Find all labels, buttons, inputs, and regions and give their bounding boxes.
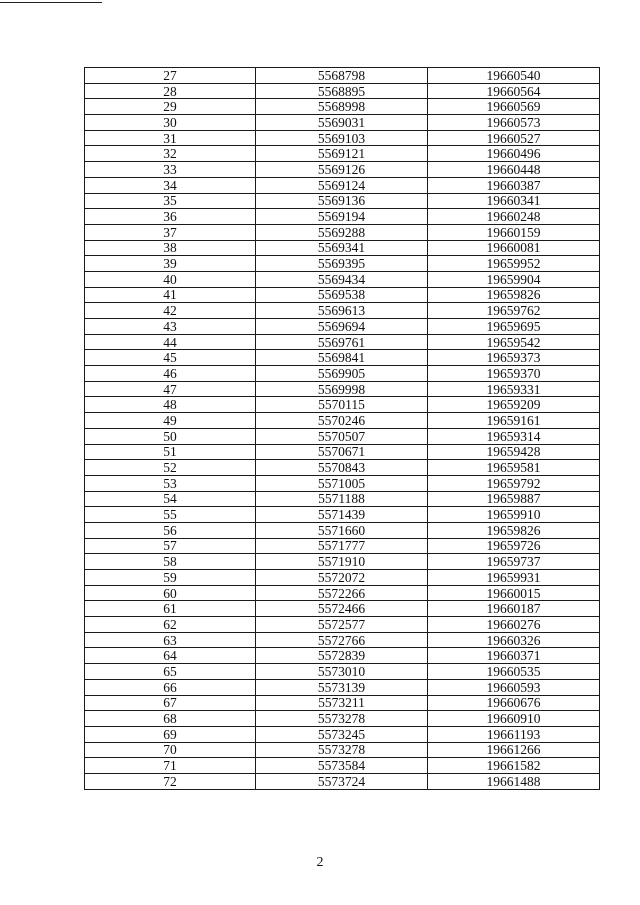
table-row [85, 83, 600, 99]
point-number-cell: 70 [85, 742, 256, 758]
table-row [85, 617, 600, 633]
point-number-cell: 64 [85, 648, 256, 664]
table-row [85, 428, 600, 444]
point-number-cell: 59 [85, 570, 256, 586]
y-coordinate-cell: 19659370 [428, 366, 600, 382]
y-coordinate-cell: 19659762 [428, 303, 600, 319]
point-number-cell: 50 [85, 428, 256, 444]
x-coordinate-cell: 5568895 [256, 83, 428, 99]
point-number-cell: 55 [85, 507, 256, 523]
x-coordinate-cell: 5573724 [256, 773, 428, 789]
table-row [85, 209, 600, 225]
x-coordinate-cell: 5571188 [256, 491, 428, 507]
point-number-cell: 34 [85, 177, 256, 193]
x-coordinate-cell: 5569395 [256, 256, 428, 272]
y-coordinate-cell: 19659542 [428, 334, 600, 350]
table-row [85, 350, 600, 366]
y-coordinate-cell: 19661266 [428, 742, 600, 758]
point-number-cell: 49 [85, 413, 256, 429]
x-coordinate-cell: 5569538 [256, 287, 428, 303]
header-rule [0, 2, 102, 3]
point-number-cell: 32 [85, 146, 256, 162]
table-row [85, 695, 600, 711]
table-row [85, 99, 600, 115]
coordinates-table-body [85, 68, 600, 790]
point-number-cell: 66 [85, 679, 256, 695]
table-row [85, 366, 600, 382]
x-coordinate-cell: 5572072 [256, 570, 428, 586]
page-number: 2 [316, 855, 324, 870]
y-coordinate-cell: 19659161 [428, 413, 600, 429]
y-coordinate-cell: 19659581 [428, 460, 600, 476]
x-coordinate-cell: 5569031 [256, 115, 428, 131]
y-coordinate-cell: 19660081 [428, 240, 600, 256]
table-row [85, 224, 600, 240]
table-row [85, 475, 600, 491]
y-coordinate-cell: 19660910 [428, 711, 600, 727]
point-number-cell: 29 [85, 99, 256, 115]
y-coordinate-cell: 19659737 [428, 554, 600, 570]
y-coordinate-cell: 19660387 [428, 177, 600, 193]
point-number-cell: 51 [85, 444, 256, 460]
x-coordinate-cell: 5569998 [256, 381, 428, 397]
y-coordinate-cell: 19660371 [428, 648, 600, 664]
point-number-cell: 68 [85, 711, 256, 727]
table-row [85, 240, 600, 256]
x-coordinate-cell: 5571660 [256, 522, 428, 538]
table-row [85, 334, 600, 350]
x-coordinate-cell: 5570115 [256, 397, 428, 413]
point-number-cell: 44 [85, 334, 256, 350]
point-number-cell: 62 [85, 617, 256, 633]
x-coordinate-cell: 5570843 [256, 460, 428, 476]
x-coordinate-cell: 5573278 [256, 742, 428, 758]
table-row [85, 256, 600, 272]
y-coordinate-cell: 19659314 [428, 428, 600, 444]
y-coordinate-cell: 19659931 [428, 570, 600, 586]
table-row [85, 177, 600, 193]
table-row [85, 522, 600, 538]
y-coordinate-cell: 19660569 [428, 99, 600, 115]
point-number-cell: 72 [85, 773, 256, 789]
y-coordinate-cell: 19660540 [428, 68, 600, 84]
y-coordinate-cell: 19659373 [428, 350, 600, 366]
point-number-cell: 60 [85, 585, 256, 601]
point-number-cell: 31 [85, 130, 256, 146]
y-coordinate-cell: 19660341 [428, 193, 600, 209]
point-number-cell: 38 [85, 240, 256, 256]
x-coordinate-cell: 5569103 [256, 130, 428, 146]
point-number-cell: 67 [85, 695, 256, 711]
point-number-cell: 39 [85, 256, 256, 272]
y-coordinate-cell: 19659792 [428, 475, 600, 491]
y-coordinate-cell: 19659726 [428, 538, 600, 554]
point-number-cell: 54 [85, 491, 256, 507]
x-coordinate-cell: 5569124 [256, 177, 428, 193]
point-number-cell: 46 [85, 366, 256, 382]
point-number-cell: 41 [85, 287, 256, 303]
y-coordinate-cell: 19660527 [428, 130, 600, 146]
y-coordinate-cell: 19660676 [428, 695, 600, 711]
point-number-cell: 58 [85, 554, 256, 570]
table-row [85, 491, 600, 507]
point-number-cell: 53 [85, 475, 256, 491]
y-coordinate-cell: 19661193 [428, 726, 600, 742]
y-coordinate-cell: 19660015 [428, 585, 600, 601]
x-coordinate-cell: 5569288 [256, 224, 428, 240]
y-coordinate-cell: 19659887 [428, 491, 600, 507]
point-number-cell: 48 [85, 397, 256, 413]
x-coordinate-cell: 5569194 [256, 209, 428, 225]
y-coordinate-cell: 19660326 [428, 632, 600, 648]
x-coordinate-cell: 5571005 [256, 475, 428, 491]
table-row [85, 711, 600, 727]
x-coordinate-cell: 5572839 [256, 648, 428, 664]
x-coordinate-cell: 5571777 [256, 538, 428, 554]
x-coordinate-cell: 5573139 [256, 679, 428, 695]
x-coordinate-cell: 5572766 [256, 632, 428, 648]
point-number-cell: 71 [85, 758, 256, 774]
x-coordinate-cell: 5573278 [256, 711, 428, 727]
y-coordinate-cell: 19660448 [428, 162, 600, 178]
x-coordinate-cell: 5569434 [256, 271, 428, 287]
point-number-cell: 52 [85, 460, 256, 476]
table-row [85, 538, 600, 554]
x-coordinate-cell: 5573584 [256, 758, 428, 774]
table-row [85, 162, 600, 178]
table-row [85, 507, 600, 523]
table-row [85, 444, 600, 460]
y-coordinate-cell: 19660496 [428, 146, 600, 162]
y-coordinate-cell: 19659331 [428, 381, 600, 397]
point-number-cell: 35 [85, 193, 256, 209]
y-coordinate-cell: 19660248 [428, 209, 600, 225]
table-row [85, 742, 600, 758]
y-coordinate-cell: 19659428 [428, 444, 600, 460]
table-row [85, 679, 600, 695]
table-row [85, 585, 600, 601]
table-row [85, 570, 600, 586]
point-number-cell: 43 [85, 319, 256, 335]
point-number-cell: 40 [85, 271, 256, 287]
x-coordinate-cell: 5569126 [256, 162, 428, 178]
x-coordinate-cell: 5569905 [256, 366, 428, 382]
table-row [85, 773, 600, 789]
table-row [85, 413, 600, 429]
y-coordinate-cell: 19659952 [428, 256, 600, 272]
y-coordinate-cell: 19659910 [428, 507, 600, 523]
y-coordinate-cell: 19659904 [428, 271, 600, 287]
point-number-cell: 30 [85, 115, 256, 131]
x-coordinate-cell: 5569121 [256, 146, 428, 162]
x-coordinate-cell: 5571439 [256, 507, 428, 523]
y-coordinate-cell: 19660593 [428, 679, 600, 695]
y-coordinate-cell: 19659826 [428, 522, 600, 538]
y-coordinate-cell: 19661488 [428, 773, 600, 789]
point-number-cell: 36 [85, 209, 256, 225]
y-coordinate-cell: 19660573 [428, 115, 600, 131]
x-coordinate-cell: 5573245 [256, 726, 428, 742]
x-coordinate-cell: 5568798 [256, 68, 428, 84]
table-row [85, 303, 600, 319]
table-row [85, 146, 600, 162]
x-coordinate-cell: 5569841 [256, 350, 428, 366]
x-coordinate-cell: 5569694 [256, 319, 428, 335]
y-coordinate-cell: 19660535 [428, 664, 600, 680]
y-coordinate-cell: 19659209 [428, 397, 600, 413]
point-number-cell: 28 [85, 83, 256, 99]
table-row [85, 460, 600, 476]
table-row [85, 381, 600, 397]
x-coordinate-cell: 5568998 [256, 99, 428, 115]
x-coordinate-cell: 5572577 [256, 617, 428, 633]
y-coordinate-cell: 19660159 [428, 224, 600, 240]
table-row [85, 664, 600, 680]
point-number-cell: 69 [85, 726, 256, 742]
table-row [85, 601, 600, 617]
point-number-cell: 27 [85, 68, 256, 84]
point-number-cell: 45 [85, 350, 256, 366]
table-row [85, 632, 600, 648]
x-coordinate-cell: 5569613 [256, 303, 428, 319]
table-row [85, 726, 600, 742]
point-number-cell: 42 [85, 303, 256, 319]
x-coordinate-cell: 5572466 [256, 601, 428, 617]
point-number-cell: 37 [85, 224, 256, 240]
x-coordinate-cell: 5569341 [256, 240, 428, 256]
x-coordinate-cell: 5569761 [256, 334, 428, 350]
y-coordinate-cell: 19660187 [428, 601, 600, 617]
table-row [85, 758, 600, 774]
table-row [85, 130, 600, 146]
point-number-cell: 61 [85, 601, 256, 617]
table-row [85, 397, 600, 413]
point-number-cell: 65 [85, 664, 256, 680]
point-number-cell: 56 [85, 522, 256, 538]
table-row [85, 287, 600, 303]
point-number-cell: 47 [85, 381, 256, 397]
x-coordinate-cell: 5570507 [256, 428, 428, 444]
x-coordinate-cell: 5572266 [256, 585, 428, 601]
coordinates-table [84, 67, 600, 790]
table-row [85, 68, 600, 84]
x-coordinate-cell: 5570671 [256, 444, 428, 460]
x-coordinate-cell: 5573010 [256, 664, 428, 680]
x-coordinate-cell: 5570246 [256, 413, 428, 429]
point-number-cell: 63 [85, 632, 256, 648]
y-coordinate-cell: 19660564 [428, 83, 600, 99]
table-row [85, 193, 600, 209]
table-row [85, 319, 600, 335]
y-coordinate-cell: 19660276 [428, 617, 600, 633]
y-coordinate-cell: 19661582 [428, 758, 600, 774]
x-coordinate-cell: 5573211 [256, 695, 428, 711]
x-coordinate-cell: 5571910 [256, 554, 428, 570]
table-row [85, 271, 600, 287]
table-row [85, 115, 600, 131]
y-coordinate-cell: 19659695 [428, 319, 600, 335]
table-row [85, 554, 600, 570]
y-coordinate-cell: 19659826 [428, 287, 600, 303]
table-row [85, 648, 600, 664]
point-number-cell: 57 [85, 538, 256, 554]
point-number-cell: 33 [85, 162, 256, 178]
x-coordinate-cell: 5569136 [256, 193, 428, 209]
